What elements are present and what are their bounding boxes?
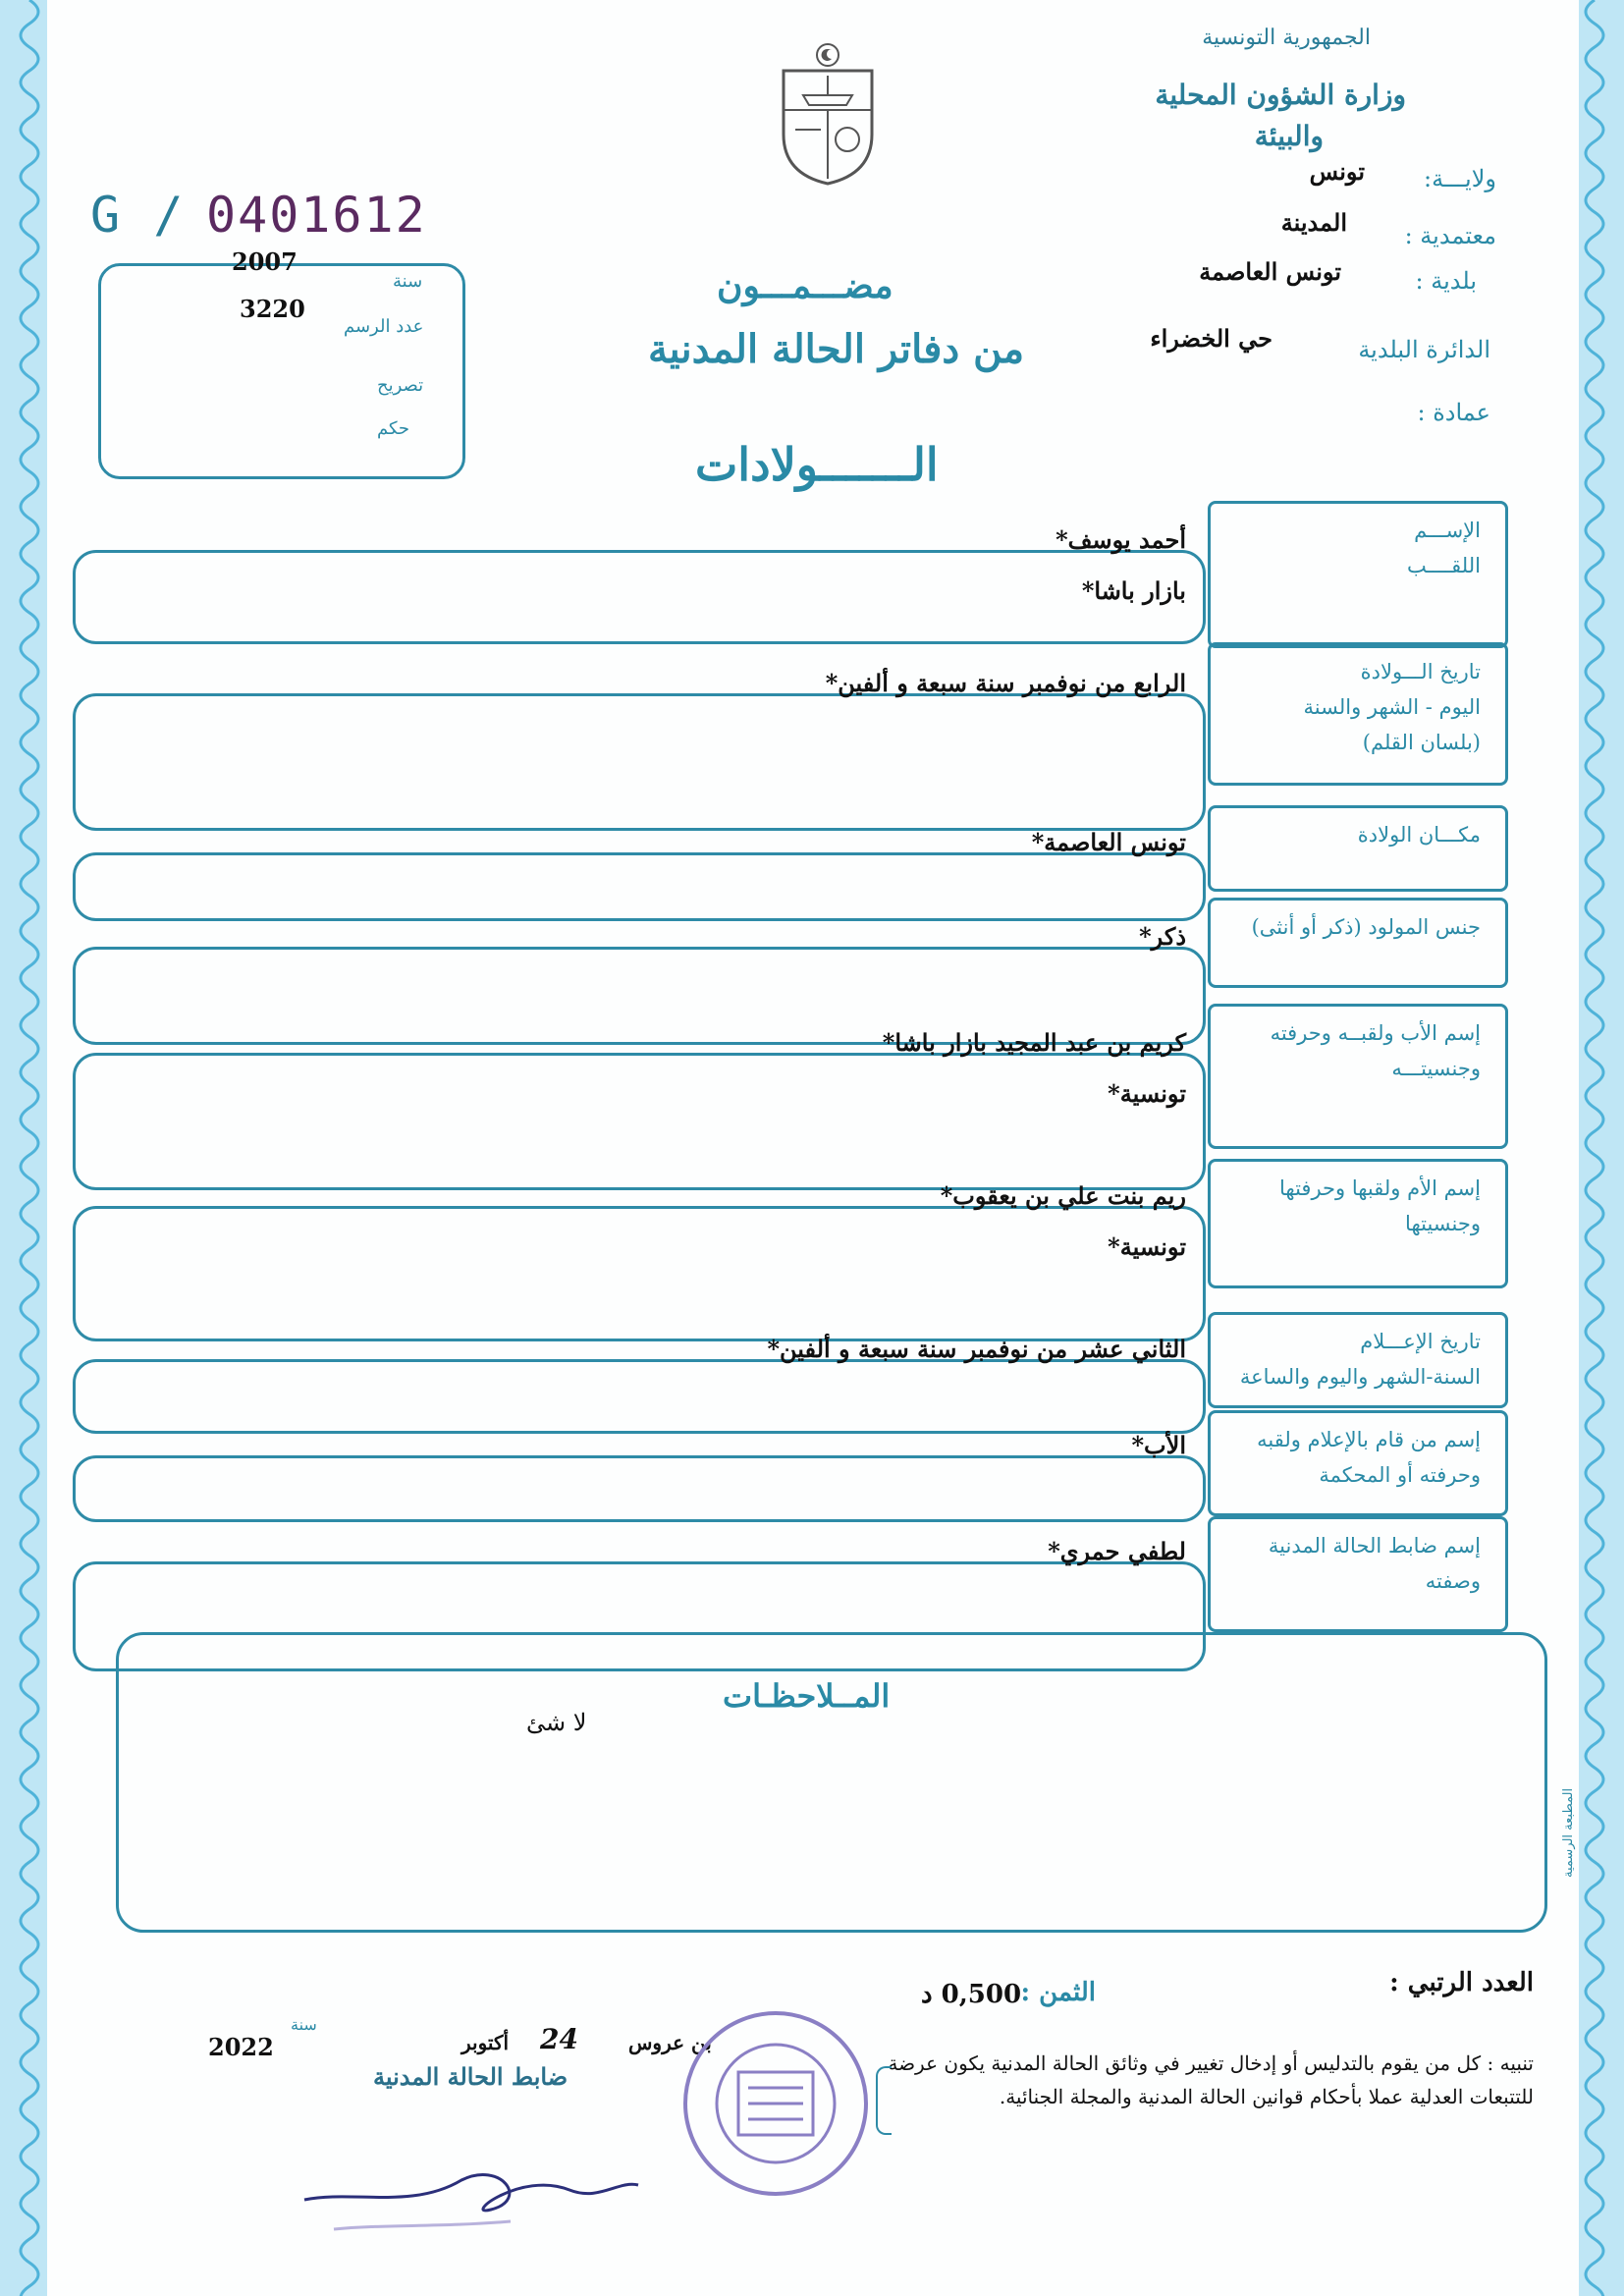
warning-bracket bbox=[876, 2066, 892, 2135]
field-value-box bbox=[73, 550, 1206, 644]
registry-number-label: عدد الرسم bbox=[344, 316, 424, 337]
serial-prefix: G / bbox=[90, 187, 186, 244]
field-label: تاريخ الـــولادة اليوم - الشهر والسنة (بلسان القلم) bbox=[1303, 660, 1481, 754]
field-value: الأب* bbox=[1131, 1431, 1186, 1459]
ministry-name: وزارة الشؤون المحلية bbox=[1155, 79, 1406, 111]
wilaya-value: تونس bbox=[1309, 157, 1365, 186]
registry-year-label: سنة bbox=[393, 271, 423, 292]
wilaya-label: ولايـــة: bbox=[1423, 165, 1496, 192]
motamadiya-value: المدينة bbox=[1280, 208, 1347, 237]
motamadiya-label: معتمدية : bbox=[1404, 222, 1496, 249]
signature-icon bbox=[295, 2141, 648, 2249]
registry-number-value: 3220 bbox=[240, 295, 305, 323]
field-value-box bbox=[73, 1455, 1206, 1522]
document-title: مضـــمـــون bbox=[717, 265, 893, 306]
coat-of-arms-icon bbox=[774, 41, 882, 189]
field-value: أحمد يوسف* بازار باشا* bbox=[1056, 525, 1186, 605]
field-label: جنس المولود (ذكر أو أنثى) bbox=[1251, 915, 1481, 939]
field-value: الثاني عشر من نوفمبر سنة سبعة و ألفين* bbox=[767, 1335, 1186, 1363]
field-value: لطفي حمري* bbox=[1048, 1537, 1186, 1565]
officer-title: ضابط الحالة المدنية bbox=[373, 2062, 568, 2091]
field-label: مكـــان الولادة bbox=[1357, 823, 1481, 847]
daira-label: الدائرة البلدية bbox=[1358, 336, 1490, 363]
field-label: إسم الأب ولقبــه وحرفته وجنسيتـــه bbox=[1270, 1021, 1481, 1080]
footer-date-day: 24 bbox=[540, 2023, 578, 2055]
field-value: ريم بنت علي بن يعقوب* تونسية* bbox=[940, 1181, 1186, 1261]
field-label: إسم من قام بالإعلام ولقبه وحرفته أو المحكمة bbox=[1257, 1428, 1481, 1487]
printer-side-mark: المطبعة الرسمية bbox=[1561, 1787, 1576, 1878]
baladiya-value: تونس العاصمة bbox=[1199, 257, 1341, 286]
price-value: 0,500 د bbox=[921, 1980, 1022, 2009]
footer-year-value: 2022 bbox=[208, 2033, 274, 2061]
field-label: تاريخ الإعـــلام السنة-الشهر واليوم والساعة bbox=[1239, 1330, 1481, 1389]
document-subtitle: من دفاتر الحالة المدنية bbox=[648, 326, 1024, 372]
field-label: إسم ضابط الحالة المدنية وصفته bbox=[1268, 1534, 1481, 1593]
field-value: كريم بن عبد المجيد بازار باشا* تونسية* bbox=[882, 1028, 1186, 1108]
ministry-name-line2: والبيئة bbox=[1254, 120, 1324, 152]
serial-number: 0401612 bbox=[206, 187, 427, 244]
field-value-box bbox=[73, 693, 1206, 831]
field-value: تونس العاصمة* bbox=[1031, 828, 1186, 856]
footer-place: بن عروس bbox=[628, 2031, 712, 2054]
legal-warning: تنبيه : كل من يقوم بالتدليس أو إدخال تغيير في وثائق الحالة المدنية يكون عرضة للتتبعات العدلية عملا بأحكام قوانين الحالة المدنية والمجلة الجنائية. bbox=[888, 2051, 1534, 2108]
field-label: إسم الأم ولقبها وحرفتها وجنسيتها bbox=[1279, 1176, 1481, 1235]
registry-year-value: 2007 bbox=[232, 247, 298, 276]
field-value: الرابع من نوفمبر سنة سبعة و ألفين* bbox=[825, 669, 1186, 697]
official-stamp-icon bbox=[677, 2005, 874, 2202]
remarks-title: المــلاحظـات bbox=[723, 1677, 891, 1715]
omada-label: عمادة : bbox=[1417, 399, 1490, 426]
price-label: الثمن : bbox=[1020, 1978, 1096, 2007]
republic-name: الجمهورية التونسية bbox=[1202, 26, 1371, 50]
remarks-value: لا شئ bbox=[526, 1709, 587, 1736]
baladiya-label: بلدية : bbox=[1415, 267, 1477, 295]
footer-date-month: أكتوبر bbox=[461, 2031, 510, 2054]
section-title-births: الـــــــولادات bbox=[695, 438, 939, 491]
field-value: ذكر* bbox=[1139, 922, 1186, 951]
serial-ordinal-label: العدد الرتبي : bbox=[1389, 1968, 1534, 1997]
field-label: الإســـم اللقــــب bbox=[1406, 519, 1481, 577]
daira-value: حي الخضراء bbox=[1150, 324, 1272, 353]
footer-year-label: سنة bbox=[291, 2015, 317, 2034]
registry-judgment-label: حكم bbox=[377, 418, 410, 439]
registry-declaration-label: تصريح bbox=[377, 375, 424, 396]
